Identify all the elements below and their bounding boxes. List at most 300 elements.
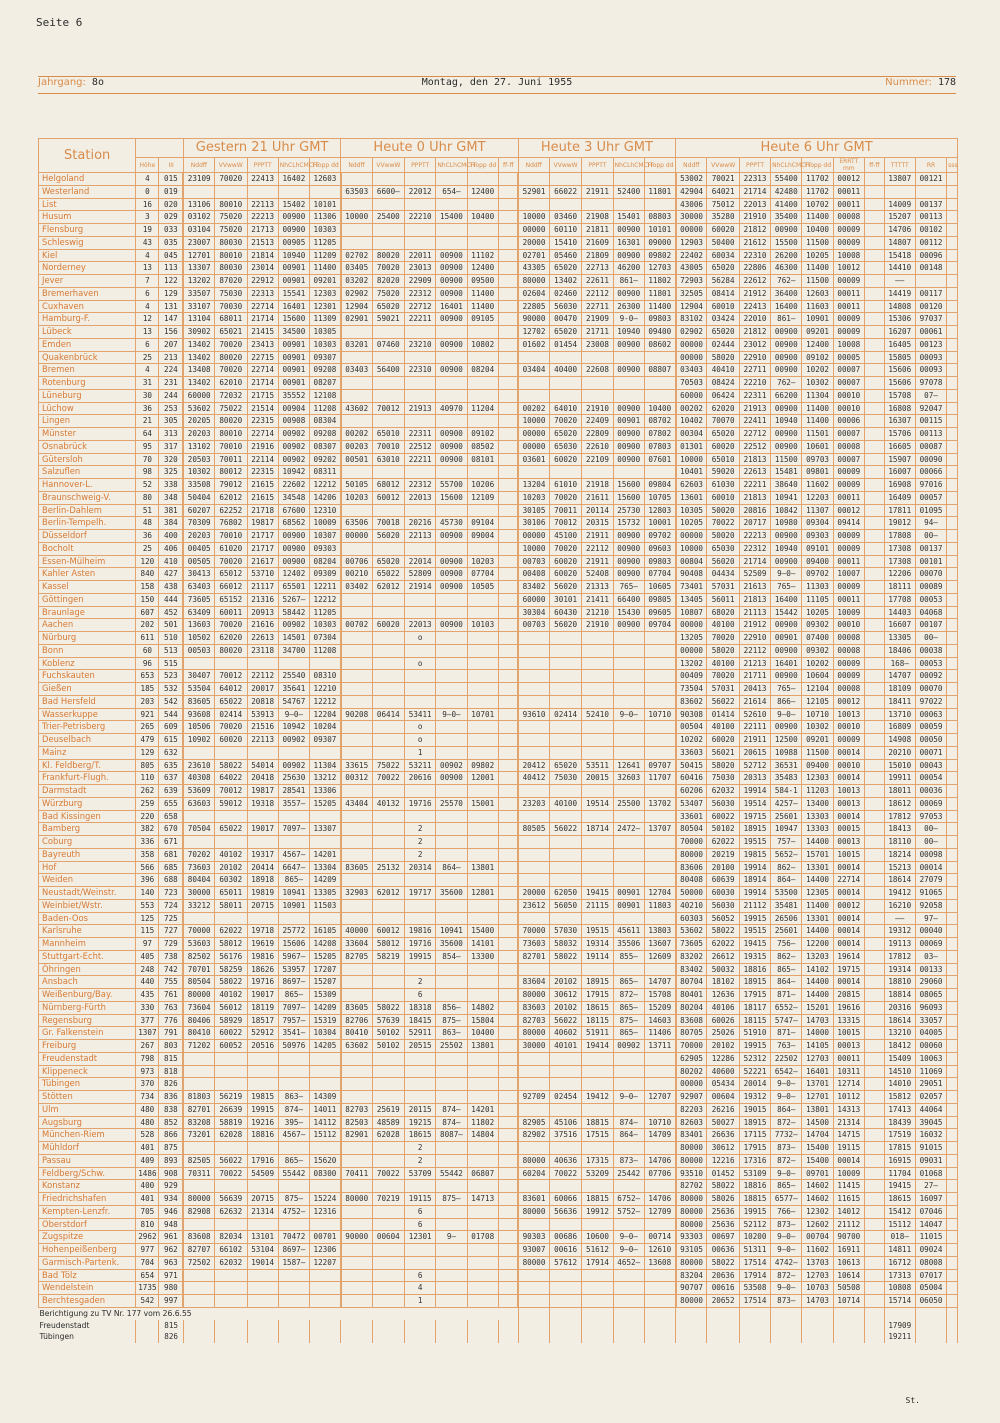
correction-empty-cell <box>915 1331 946 1343</box>
obs-6-cell: 21711 <box>739 670 770 683</box>
station-altitude: 480 <box>136 1103 159 1116</box>
obs-3-cell <box>644 644 675 657</box>
obs-3-cell: 22713 <box>582 262 613 275</box>
obs-6-tail-cell <box>947 593 958 606</box>
obs-21-cell: 5267— <box>278 593 309 606</box>
obs-6-cell: 00900 <box>771 721 802 734</box>
obs-6-cell: 13305 <box>884 632 915 645</box>
obs-3-cell <box>613 695 644 708</box>
obs-0-cell <box>372 1142 404 1155</box>
obs-3-cell: 00900 <box>613 568 644 581</box>
obs-21-cell: 865— <box>278 874 309 887</box>
obs-3-cell <box>644 632 675 645</box>
obs-3-cell: 12803 <box>644 504 675 517</box>
obs-6-cell: 14419 <box>884 287 915 300</box>
obs-6-cell: 13710 <box>884 708 915 721</box>
obs-0-ff-cell <box>498 542 518 555</box>
obs-6-cell: 17812 <box>884 810 915 823</box>
obs-6-cell: 00013 <box>833 1040 864 1053</box>
obs-0-cell <box>372 989 404 1002</box>
obs-3-cell: 64010 <box>549 402 581 415</box>
obs-6-cell: 00010 <box>833 759 864 772</box>
obs-21-cell <box>215 1295 247 1308</box>
obs-3-cell: 9—0— <box>613 1231 644 1244</box>
correction-empty-cell <box>310 1331 341 1343</box>
obs-3-cell: 10710 <box>644 708 675 721</box>
station-altitude: 654 <box>136 1269 159 1282</box>
obs-21-cell <box>310 1052 341 1065</box>
obs-6-cell: 80202 <box>676 1065 707 1078</box>
station-row <box>39 313 958 326</box>
obs-21-cell: 21513 <box>247 236 278 249</box>
obs-3-cell: 20000 <box>518 887 549 900</box>
station-row <box>39 1218 958 1231</box>
obs-3-cell <box>549 377 581 390</box>
obs-6-cell: 16400 <box>771 593 802 606</box>
obs-6-cell: 16207 <box>884 326 915 339</box>
station-altitude: 13 <box>136 326 159 339</box>
obs-6-cell: 22213 <box>739 530 770 543</box>
obs-3-cell <box>549 848 581 861</box>
obs-0-cell <box>372 785 404 798</box>
obs-6-cell: 21912 <box>739 287 770 300</box>
obs-6-cell: 27079 <box>915 874 946 887</box>
obs-6-cell: 18816 <box>739 1180 770 1193</box>
obs-0-cell: 2 <box>405 836 436 849</box>
obs-0-cell: 10505 <box>467 581 498 594</box>
station-altitude: 203 <box>136 695 159 708</box>
obs-3-cell <box>613 1295 644 1308</box>
obs-3-cell: 22809 <box>582 428 613 441</box>
obs-6-cell: 15207 <box>884 211 915 224</box>
station-row <box>39 479 958 492</box>
obs-0-cell <box>372 899 404 912</box>
obs-6-cell: 16400 <box>771 300 802 313</box>
obs-3-cell: 45100 <box>549 530 581 543</box>
obs-0-cell <box>341 657 372 670</box>
station-number: 929 <box>159 1180 183 1193</box>
obs-6-cell: 83608 <box>676 1014 707 1027</box>
obs-21-cell: 28541 <box>278 785 309 798</box>
obs-21-cell <box>247 746 278 759</box>
obs-6-cell: 872— <box>771 1269 802 1282</box>
obs-0-cell: 09500 <box>467 275 498 288</box>
obs-3-cell: 21811 <box>582 224 613 237</box>
obs-3-cell: 20102 <box>549 1001 581 1014</box>
obs-6-tail-cell <box>947 504 958 517</box>
obs-3-cell: 21911 <box>582 530 613 543</box>
obs-3-cell: 09802 <box>644 249 675 262</box>
obs-3-cell <box>582 1180 613 1193</box>
obs-3-cell: 10001 <box>644 517 675 530</box>
obs-6-cell <box>864 389 884 402</box>
correction-empty-cell <box>884 1307 915 1319</box>
obs-3-cell <box>518 963 549 976</box>
obs-21-cell <box>215 1218 247 1231</box>
obs-3-cell: 70020 <box>549 491 581 504</box>
obs-0-cell: 00312 <box>341 772 372 785</box>
station-row <box>39 1193 958 1206</box>
obs-21-cell: 22315 <box>247 415 278 428</box>
obs-0-cell: 07460 <box>372 338 404 351</box>
obs-6-cell: 83606 <box>676 861 707 874</box>
obs-21-cell: 1587— <box>278 1256 309 1269</box>
obs-0-cell <box>372 632 404 645</box>
obs-6-cell: 19914 <box>739 887 770 900</box>
obs-21-cell: 00405 <box>183 542 214 555</box>
obs-21-cell: 80012 <box>215 466 247 479</box>
obs-21-cell: 13402 <box>183 351 214 364</box>
obs-3-cell: 40101 <box>549 1040 581 1053</box>
correction-empty-cell <box>771 1331 802 1343</box>
obs-0-cell: 22012 <box>405 185 436 198</box>
obs-6-cell: 765— <box>771 581 802 594</box>
correction-empty-cell <box>947 1331 958 1343</box>
obs-3-cell: 05460 <box>549 249 581 262</box>
obs-0-cell: 00900 <box>436 275 467 288</box>
obs-3-cell <box>613 874 644 887</box>
obs-3-cell: 82701 <box>518 950 549 963</box>
obs-21-cell <box>215 1269 247 1282</box>
obs-6-tail-cell <box>947 1244 958 1257</box>
obs-6-cell: 15714 <box>884 1295 915 1308</box>
obs-6-cell: 01414 <box>707 708 739 721</box>
obs-0-cell <box>372 542 404 555</box>
obs-6-cell: 36531 <box>771 759 802 772</box>
obs-3-cell <box>613 173 644 186</box>
obs-21-cell: 22413 <box>247 173 278 186</box>
obs-0-cell <box>372 683 404 696</box>
obs-21-cell <box>310 1295 341 1308</box>
obs-0-cell <box>436 606 467 619</box>
station-name: Norderney <box>39 262 136 275</box>
obs-6-cell: 10202 <box>802 657 833 670</box>
obs-6-cell: 09201 <box>802 734 833 747</box>
obs-21-cell <box>183 1295 214 1308</box>
obs-6-cell: 00616 <box>707 1282 739 1295</box>
obs-6-cell: 00009 <box>833 326 864 339</box>
obs-0-cell: 20216 <box>405 517 436 530</box>
obs-21-cell: 13106 <box>183 198 214 211</box>
obs-21-cell <box>183 1180 214 1193</box>
obs-21-cell: 13408 <box>183 364 214 377</box>
obs-0-cell: 864— <box>436 861 467 874</box>
obs-3-cell <box>613 836 644 849</box>
station-row <box>39 402 958 415</box>
station-number: 803 <box>159 1040 183 1053</box>
obs-6-cell <box>864 721 884 734</box>
station-row <box>39 1116 958 1129</box>
obs-6-cell <box>864 1142 884 1155</box>
obs-21-cell: 08310 <box>310 670 341 683</box>
obs-3-cell <box>644 874 675 887</box>
obs-21-cell: 12211 <box>310 581 341 594</box>
obs-21-cell <box>183 1142 214 1155</box>
obs-6-cell: 14400 <box>802 836 833 849</box>
obs-0-cell: 43404 <box>341 797 372 810</box>
obs-6-cell: 73605 <box>676 938 707 951</box>
obs-0-cell <box>467 1065 498 1078</box>
station-name: Feldberg/Schw. <box>39 1167 136 1180</box>
obs-3-cell: 873— <box>613 1154 644 1167</box>
obs-21-cell <box>310 746 341 759</box>
obs-0-ff-cell <box>498 1205 518 1218</box>
obs-0-cell <box>372 326 404 339</box>
obs-6-cell: 40100 <box>707 721 739 734</box>
station-row <box>39 440 958 453</box>
obs-21-cell: 08307 <box>310 440 341 453</box>
obs-21-cell: 63603 <box>183 797 214 810</box>
obs-6-cell: 00010 <box>833 619 864 632</box>
obs-3-cell: 22409 <box>582 415 613 428</box>
obs-6-cell: 60303 <box>676 912 707 925</box>
obs-3-cell: 58032 <box>549 938 581 951</box>
correction-empty-cell <box>864 1331 884 1343</box>
station-altitude: 377 <box>136 1014 159 1027</box>
obs-0-cell <box>372 963 404 976</box>
obs-6-cell: 35400 <box>771 211 802 224</box>
obs-6-cell: 93510 <box>676 1167 707 1180</box>
obs-6-cell: 10988 <box>771 746 802 759</box>
correction-empty-cell <box>582 1331 613 1343</box>
obs-6-cell: 15112 <box>884 1218 915 1231</box>
obs-6-cell: 09303 <box>802 530 833 543</box>
obs-6-cell <box>864 364 884 377</box>
obs-3-cell: 09704 <box>644 619 675 632</box>
obs-6-cell: 10714 <box>833 1295 864 1308</box>
obs-6-cell: 00900 <box>771 619 802 632</box>
obs-3-cell: 12709 <box>644 1205 675 1218</box>
obs-0-cell <box>467 224 498 237</box>
obs-0-cell: 10203 <box>467 555 498 568</box>
obs-0-ff-cell <box>498 759 518 772</box>
obs-21-cell: 12108 <box>310 389 341 402</box>
correction-empty-cell <box>864 1320 884 1332</box>
obs-6-cell: 10000 <box>676 542 707 555</box>
obs-6-cell: 19715 <box>739 810 770 823</box>
station-row <box>39 644 958 657</box>
obs-6-cell: 40410 <box>707 364 739 377</box>
station-row <box>39 338 958 351</box>
obs-3-cell <box>549 466 581 479</box>
obs-6-tail-cell <box>947 1154 958 1167</box>
obs-0-cell: 875— <box>436 1193 467 1206</box>
station-name: Quakenbrück <box>39 351 136 364</box>
obs-0-cell: 13801 <box>467 861 498 874</box>
obs-0-ff-cell <box>498 695 518 708</box>
obs-0-cell: 00900 <box>436 555 467 568</box>
obs-6-tail-cell <box>947 236 958 249</box>
obs-0-cell: 10000 <box>341 211 372 224</box>
obs-0-cell <box>405 389 436 402</box>
obs-0-cell: 9—0— <box>436 708 467 721</box>
obs-6-cell: 15306 <box>884 313 915 326</box>
obs-0-cell <box>467 874 498 887</box>
obs-0-cell: 20314 <box>405 861 436 874</box>
obs-6-cell: 07— <box>915 389 946 402</box>
obs-6-cell: 97— <box>915 912 946 925</box>
station-name: Mühldorf <box>39 1142 136 1155</box>
obs-6-cell: 00011 <box>833 300 864 313</box>
station-number: 320 <box>159 453 183 466</box>
obs-6-cell: 10947 <box>771 823 802 836</box>
obs-3-cell <box>644 912 675 925</box>
correction-number: 826 <box>159 1331 183 1343</box>
station-altitude: 382 <box>136 823 159 836</box>
obs-3-cell: 21609 <box>582 236 613 249</box>
obs-0-cell: 12001 <box>467 772 498 785</box>
obs-21-cell: 76802 <box>215 517 247 530</box>
obs-0-cell <box>372 1180 404 1193</box>
obs-21-cell: 14501 <box>278 632 309 645</box>
obs-21-cell: 15620 <box>310 1154 341 1167</box>
obs-0-ff-cell <box>498 351 518 364</box>
obs-21-cell: 12310 <box>310 504 341 517</box>
obs-0-cell <box>372 657 404 670</box>
obs-6-cell: 00113 <box>915 211 946 224</box>
obs-3-cell <box>582 389 613 402</box>
station-name: Bad Hersfeld <box>39 695 136 708</box>
obs-6-cell: 80000 <box>676 1193 707 1206</box>
date-line: Montag, den 27. Juni 1955 <box>421 77 573 88</box>
obs-6-cell: 01452 <box>707 1167 739 1180</box>
obs-0-cell <box>372 1282 404 1295</box>
obs-21-cell: 64012 <box>215 683 247 696</box>
obs-3-cell <box>613 1282 644 1295</box>
station-row <box>39 249 958 262</box>
number-value: 178 <box>937 77 956 88</box>
obs-6-cell: 766— <box>771 1205 802 1218</box>
obs-6-cell: 00050 <box>915 734 946 747</box>
obs-21-cell: 52912 <box>247 1027 278 1040</box>
station-name: Lüchow <box>39 402 136 415</box>
obs-0-cell: 65020 <box>372 555 404 568</box>
obs-3-cell <box>613 1180 644 1193</box>
obs-6-cell: 14510 <box>884 1065 915 1078</box>
obs-6-cell: 40100 <box>707 657 739 670</box>
obs-0-ff-cell <box>498 402 518 415</box>
obs-3-cell: 10400 <box>644 402 675 415</box>
obs-6-cell: 00304 <box>676 428 707 441</box>
obs-21-cell: 20715 <box>247 899 278 912</box>
obs-0-cell <box>372 415 404 428</box>
obs-6-cell: 20615 <box>739 746 770 759</box>
correction-empty-cell <box>247 1320 278 1332</box>
obs-0-ff-cell <box>498 377 518 390</box>
obs-6-cell: 12714 <box>833 1078 864 1091</box>
station-row <box>39 632 958 645</box>
obs-0-cell: 19215 <box>405 1116 436 1129</box>
obs-6-tail-cell <box>947 1142 958 1155</box>
obs-6-cell: 00087 <box>915 440 946 453</box>
obs-6-cell <box>864 185 884 198</box>
obs-0-ff-cell <box>498 848 518 861</box>
obs-0-cell: 00900 <box>436 428 467 441</box>
station-row <box>39 772 958 785</box>
obs-6-cell: 18915 <box>739 823 770 836</box>
obs-0-cell: 19115 <box>405 1193 436 1206</box>
obs-3-cell: 19314 <box>582 938 613 951</box>
obs-0-ff-cell <box>498 810 518 823</box>
obs-6-tail-cell <box>947 402 958 415</box>
obs-0-cell <box>341 1078 372 1091</box>
station-number: 755 <box>159 976 183 989</box>
weather-table <box>38 138 958 1343</box>
obs-0-cell <box>372 351 404 364</box>
obs-6-cell: 05434 <box>707 1078 739 1091</box>
obs-6-cell: 58022 <box>707 1256 739 1269</box>
obs-6-cell: 12400 <box>802 338 833 351</box>
obs-3-cell: 80000 <box>518 1154 549 1167</box>
obs-0-ff-cell <box>498 797 518 810</box>
obs-3-cell: 00900 <box>613 364 644 377</box>
obs-0-cell <box>467 912 498 925</box>
obs-6-cell: 00120 <box>915 300 946 313</box>
obs-0-cell: 2 <box>405 1154 436 1167</box>
obs-3-cell <box>518 1142 549 1155</box>
station-row <box>39 797 958 810</box>
station-number: 655 <box>159 797 183 810</box>
obs-6-tail-cell <box>947 542 958 555</box>
obs-0-cell: 10941 <box>436 925 467 938</box>
obs-6-tail-cell <box>947 657 958 670</box>
obs-21-cell: 13304 <box>310 861 341 874</box>
station-row <box>39 1129 958 1142</box>
obs-21-cell: 70202 <box>183 848 214 861</box>
obs-0-cell: 6 <box>405 1205 436 1218</box>
obs-6-tail-cell <box>947 721 958 734</box>
obs-3-cell: 18714 <box>582 823 613 836</box>
obs-6-tail-cell <box>947 1014 958 1027</box>
station-name: Cuxhaven <box>39 300 136 313</box>
obs-6-cell: 18109 <box>884 683 915 696</box>
station-name: Bremerhaven <box>39 287 136 300</box>
obs-21-cell: 11205 <box>310 236 341 249</box>
station-row <box>39 1103 958 1116</box>
obs-0-cell <box>341 683 372 696</box>
obs-6-tail-cell <box>947 1103 958 1116</box>
obs-6-cell: 11400 <box>802 262 833 275</box>
obs-6-tail-cell <box>947 428 958 441</box>
obs-3-cell <box>644 1103 675 1116</box>
obs-6-cell: 16915 <box>884 1154 915 1167</box>
obs-3-cell <box>549 1269 581 1282</box>
obs-6-cell: 10305 <box>676 504 707 517</box>
obs-6-cell: 08414 <box>707 287 739 300</box>
obs-21-cell <box>215 912 247 925</box>
obs-6-cell: 53407 <box>676 797 707 810</box>
obs-6-cell: 14400 <box>802 976 833 989</box>
obs-3-cell: 80000 <box>518 275 549 288</box>
obs-6-cell: 13807 <box>884 173 915 186</box>
obs-6-cell: 00011 <box>833 593 864 606</box>
obs-21-cell <box>310 1218 341 1231</box>
obs-6-cell: 70000 <box>676 1040 707 1053</box>
obs-6-cell: 6552— <box>771 1001 802 1014</box>
obs-0-cell: 80020 <box>372 249 404 262</box>
obs-0-cell: 22014 <box>405 555 436 568</box>
station-number: 029 <box>159 211 183 224</box>
obs-21-cell: 80406 <box>183 1014 214 1027</box>
obs-21-cell: 82505 <box>183 1154 214 1167</box>
obs-3-cell <box>644 1065 675 1078</box>
obs-21-cell: 12212 <box>310 695 341 708</box>
obs-3-cell: 21809 <box>582 249 613 262</box>
obs-0-cell <box>467 683 498 696</box>
station-row <box>39 938 958 951</box>
obs-6-tail-cell <box>947 1282 958 1295</box>
obs-6-cell: 10400 <box>802 224 833 237</box>
